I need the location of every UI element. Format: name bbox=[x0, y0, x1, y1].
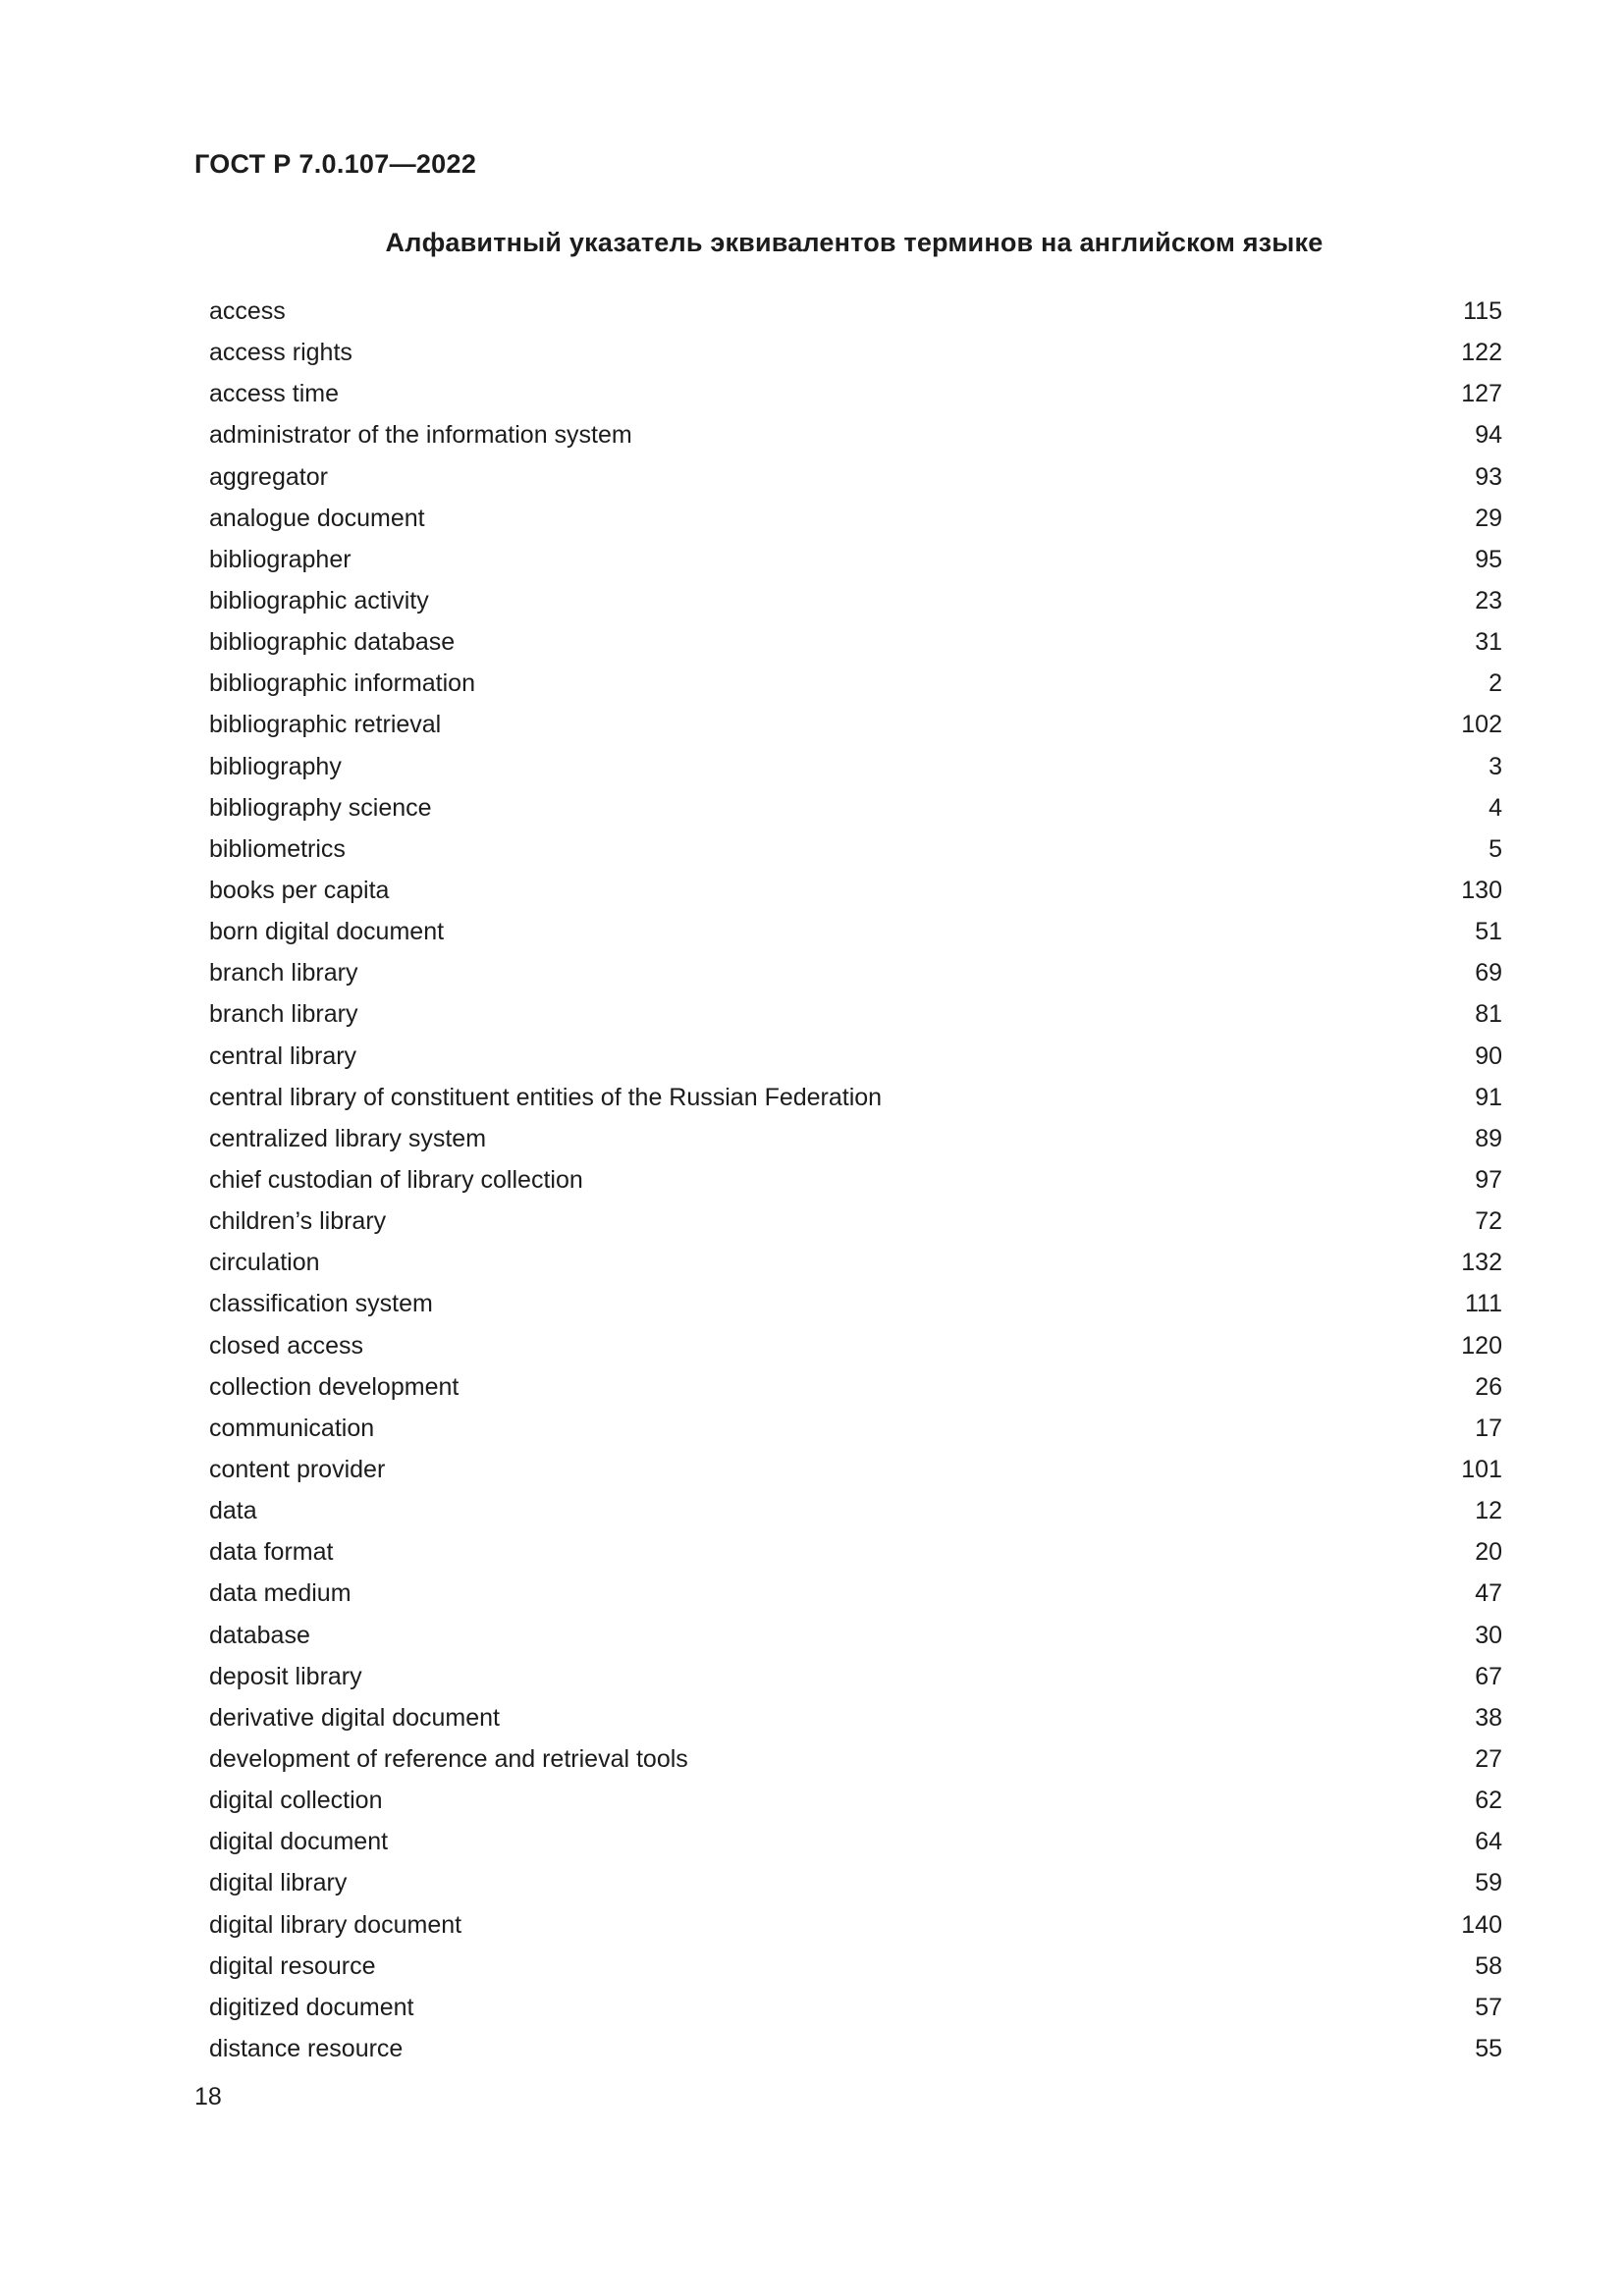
index-term-number: 23 bbox=[1475, 587, 1502, 615]
index-entry bbox=[209, 870, 1502, 911]
index-entry-list bbox=[209, 291, 1502, 2069]
index-term-number: 102 bbox=[1461, 711, 1502, 739]
index-entry bbox=[209, 414, 1502, 455]
index-entry bbox=[209, 1656, 1502, 1697]
index-term-number: 55 bbox=[1475, 2034, 1502, 2062]
index-entry bbox=[209, 704, 1502, 745]
index-term: bibliographic retrieval bbox=[209, 711, 442, 739]
index-term: digital document bbox=[209, 1828, 389, 1856]
index-term: access bbox=[209, 297, 286, 326]
index-term: data format bbox=[209, 1538, 334, 1567]
index-term-number: 59 bbox=[1475, 1869, 1502, 1897]
index-term-number: 31 bbox=[1475, 628, 1502, 657]
index-term-number: 69 bbox=[1475, 959, 1502, 988]
index-term: derivative digital document bbox=[209, 1703, 500, 1732]
index-term: central library of constituent entities of the Russian Federation bbox=[209, 1083, 883, 1111]
index-term-number: 127 bbox=[1461, 380, 1502, 408]
index-term-number: 26 bbox=[1475, 1372, 1502, 1401]
index-entry bbox=[209, 1946, 1502, 1987]
index-term: access rights bbox=[209, 339, 352, 367]
index-entry bbox=[209, 1573, 1502, 1614]
index-entry bbox=[209, 1697, 1502, 1738]
index-entry bbox=[209, 1283, 1502, 1324]
index-term: closed access bbox=[209, 1331, 364, 1360]
index-term-number: 122 bbox=[1461, 339, 1502, 367]
index-entry bbox=[209, 1242, 1502, 1283]
index-term: bibliographer bbox=[209, 545, 352, 573]
index-entry bbox=[209, 2028, 1502, 2069]
index-term-number: 29 bbox=[1475, 504, 1502, 532]
index-term: content provider bbox=[209, 1456, 386, 1483]
index-term: distance resource bbox=[209, 2034, 404, 2062]
index-term: data medium bbox=[209, 1579, 352, 1608]
index-term-number: 140 bbox=[1461, 1910, 1502, 1939]
index-term-number: 3 bbox=[1489, 752, 1502, 780]
index-term: classification system bbox=[209, 1290, 433, 1318]
index-term-number: 38 bbox=[1475, 1703, 1502, 1732]
index-term: access time bbox=[209, 380, 339, 408]
index-term: bibliography science bbox=[209, 793, 432, 822]
index-term: bibliography bbox=[209, 752, 342, 780]
index-term-number: 58 bbox=[1475, 1951, 1502, 1980]
index-term-number: 17 bbox=[1475, 1414, 1502, 1442]
index-term: bibliographic database bbox=[209, 628, 456, 657]
index-term-number: 27 bbox=[1475, 1744, 1502, 1773]
index-entry bbox=[209, 1780, 1502, 1821]
index-entry bbox=[209, 291, 1502, 332]
index-term: deposit library bbox=[209, 1662, 362, 1690]
index-entry bbox=[209, 1366, 1502, 1408]
index-entry bbox=[209, 1903, 1502, 1945]
index-term-number: 72 bbox=[1475, 1207, 1502, 1236]
index-term-number: 93 bbox=[1475, 462, 1502, 491]
index-term-number: 62 bbox=[1475, 1787, 1502, 1815]
index-term-number: 67 bbox=[1475, 1662, 1502, 1690]
index-term: bibliometrics bbox=[209, 834, 346, 863]
index-term: database bbox=[209, 1621, 310, 1649]
index-term-number: 94 bbox=[1475, 421, 1502, 450]
index-term-number: 20 bbox=[1475, 1538, 1502, 1567]
standard-designation: ГОСТ Р 7.0.107—2022 bbox=[194, 149, 477, 179]
index-entry bbox=[209, 456, 1502, 498]
index-term: aggregator bbox=[209, 462, 328, 491]
index-term-number: 57 bbox=[1475, 1993, 1502, 2021]
index-entry bbox=[209, 1490, 1502, 1531]
index-entry bbox=[209, 1325, 1502, 1366]
index-entry bbox=[209, 1077, 1502, 1118]
index-term-number: 132 bbox=[1461, 1249, 1502, 1277]
index-term: chief custodian of library collection bbox=[209, 1166, 583, 1195]
index-term: development of reference and retrieval tools bbox=[209, 1744, 688, 1773]
index-term-number: 89 bbox=[1475, 1124, 1502, 1152]
index-term: digitized document bbox=[209, 1993, 414, 2021]
index-entry bbox=[209, 1036, 1502, 1077]
index-term: circulation bbox=[209, 1249, 320, 1277]
index-entry bbox=[209, 539, 1502, 580]
index-entry bbox=[209, 1821, 1502, 1862]
index-entry bbox=[209, 621, 1502, 663]
index-term: bibliographic activity bbox=[209, 587, 429, 615]
index-entry bbox=[209, 580, 1502, 621]
index-entry bbox=[209, 828, 1502, 870]
index-entry bbox=[209, 1159, 1502, 1201]
index-entry bbox=[209, 332, 1502, 373]
index-entry bbox=[209, 1118, 1502, 1159]
index-entry bbox=[209, 663, 1502, 704]
index-term-number: 64 bbox=[1475, 1828, 1502, 1856]
index-term: branch library bbox=[209, 1000, 358, 1029]
index-entry bbox=[209, 1531, 1502, 1573]
index-term: digital resource bbox=[209, 1951, 376, 1980]
index-term: communication bbox=[209, 1414, 375, 1442]
index-entry bbox=[209, 952, 1502, 993]
index-entry bbox=[209, 1201, 1502, 1242]
index-term: data bbox=[209, 1497, 257, 1525]
index-term-number: 81 bbox=[1475, 1000, 1502, 1029]
index-entry bbox=[209, 787, 1502, 828]
index-term-number: 115 bbox=[1463, 297, 1502, 326]
index-term-number: 47 bbox=[1475, 1579, 1502, 1608]
index-term-number: 91 bbox=[1475, 1083, 1502, 1111]
index-entry bbox=[209, 1862, 1502, 1903]
index-entry bbox=[209, 1615, 1502, 1656]
index-term: collection development bbox=[209, 1372, 460, 1401]
index-term: analogue document bbox=[209, 504, 425, 532]
index-entry bbox=[209, 1987, 1502, 2028]
index-term: books per capita bbox=[209, 877, 390, 905]
index-term: branch library bbox=[209, 959, 358, 988]
index-term: administrator of the information system bbox=[209, 421, 632, 450]
index-term-number: 12 bbox=[1475, 1497, 1502, 1525]
index-entry bbox=[209, 1449, 1502, 1490]
index-term-number: 2 bbox=[1489, 669, 1502, 698]
index-title: Алфавитный указатель эквивалентов терминов на английском языке bbox=[385, 228, 1324, 257]
index-term-number: 4 bbox=[1489, 793, 1502, 822]
index-term: central library bbox=[209, 1041, 357, 1070]
index-entry bbox=[209, 373, 1502, 414]
index-entry bbox=[209, 911, 1502, 952]
index-term: digital library bbox=[209, 1869, 348, 1897]
index-entry bbox=[209, 498, 1502, 539]
index-term-number: 101 bbox=[1461, 1456, 1502, 1483]
index-entry bbox=[209, 746, 1502, 787]
index-term-number: 97 bbox=[1475, 1166, 1502, 1195]
index-entry bbox=[209, 1408, 1502, 1449]
index-term-number: 130 bbox=[1461, 877, 1502, 905]
index-term-number: 30 bbox=[1475, 1621, 1502, 1649]
index-entry bbox=[209, 993, 1502, 1035]
index-entry bbox=[209, 1738, 1502, 1780]
index-term: centralized library system bbox=[209, 1124, 487, 1152]
index-term-number: 120 bbox=[1461, 1331, 1502, 1360]
index-term-number: 5 bbox=[1489, 834, 1502, 863]
index-term: digital library document bbox=[209, 1910, 462, 1939]
index-term-number: 90 bbox=[1475, 1041, 1502, 1070]
index-term: children’s library bbox=[209, 1207, 387, 1236]
index-term-number: 51 bbox=[1475, 918, 1502, 946]
index-term: digital collection bbox=[209, 1787, 383, 1815]
index-term: born digital document bbox=[209, 918, 445, 946]
page-number: 18 bbox=[194, 2083, 222, 2110]
index-term-number: 95 bbox=[1475, 545, 1502, 573]
index-term: bibliographic information bbox=[209, 669, 475, 698]
index-term-number: 111 bbox=[1464, 1290, 1502, 1318]
